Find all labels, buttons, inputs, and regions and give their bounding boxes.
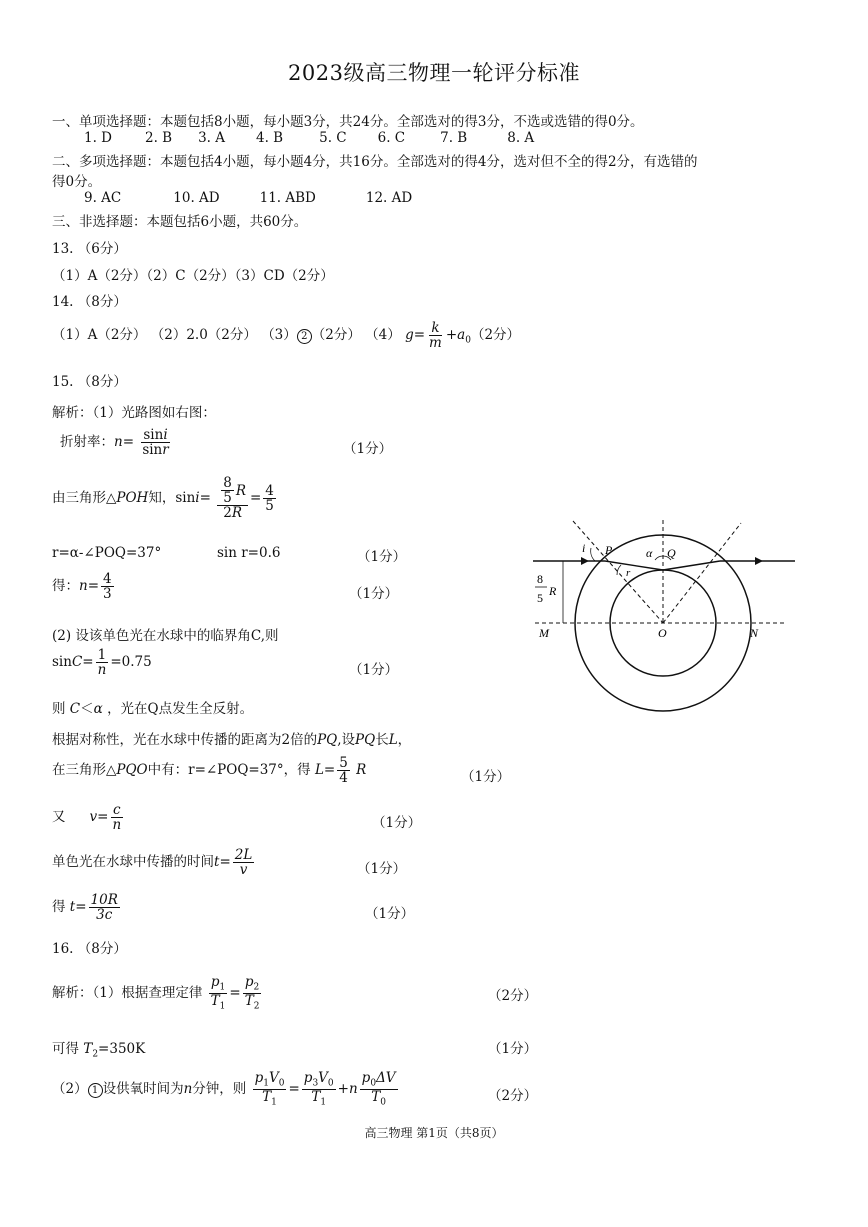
fraction-k-m bbox=[427, 321, 444, 350]
sub: 2 bbox=[253, 1001, 260, 1012]
q16-charles-law bbox=[52, 975, 263, 1012]
q13-head: 13. （6分） bbox=[52, 241, 127, 257]
var-n: n bbox=[114, 434, 123, 451]
page-title: 2023级高三物理一轮评分标准 bbox=[288, 61, 580, 85]
text: 根据对称性，光在水球中传播的距离为2倍的 bbox=[52, 732, 318, 748]
q15-score-8: （1分） bbox=[365, 906, 415, 922]
value: =0.75 bbox=[110, 654, 152, 671]
text: ,设 bbox=[337, 732, 356, 748]
answer-12: 12. AD bbox=[365, 190, 413, 206]
q16-T2-result bbox=[52, 1037, 145, 1060]
label-O: O bbox=[658, 626, 667, 640]
var-i: i bbox=[163, 427, 168, 443]
q16-score-3: （2分） bbox=[488, 1088, 538, 1104]
var-m: m bbox=[429, 335, 442, 351]
num: 5 bbox=[339, 755, 348, 771]
q15-head: 15. （8分） bbox=[52, 374, 127, 390]
var-alpha: α bbox=[93, 701, 103, 717]
answer-2: 2. B bbox=[145, 130, 173, 146]
arrow-icon bbox=[581, 557, 589, 565]
fraction-4-3 bbox=[101, 572, 114, 601]
var-T: T bbox=[83, 1041, 93, 1057]
answer-4: 4. B bbox=[256, 130, 284, 146]
label-R: R bbox=[549, 584, 557, 598]
fraction-compound bbox=[217, 476, 248, 521]
q15-time-result bbox=[52, 893, 122, 922]
equals: = bbox=[82, 654, 94, 671]
answer-10: 10. AD bbox=[173, 190, 220, 206]
plus: + bbox=[445, 327, 458, 343]
var-deltaV: ΔV bbox=[376, 1070, 396, 1086]
var-L: L bbox=[388, 732, 398, 748]
var-R: R bbox=[356, 762, 367, 779]
text: 由三角形△ bbox=[52, 489, 117, 506]
equals: = bbox=[75, 899, 87, 916]
text: 则 bbox=[52, 701, 66, 717]
var-p: p bbox=[303, 1070, 313, 1086]
q15-part2: (2) 设该单色光在水球中的临界角C,则 bbox=[52, 628, 279, 644]
sub: 1 bbox=[219, 1001, 226, 1012]
label-8: 8 bbox=[537, 572, 543, 586]
q14-part3-score: （2分） bbox=[311, 327, 361, 343]
text: 知，sin bbox=[148, 489, 196, 506]
fraction-p3V0-T1 bbox=[302, 1071, 336, 1108]
section2-header-line1: 二、多项选择题：本题包括4小题，每小题4分，共16分。全部选对的得4分，选对但不全的得2分，有选错的 bbox=[52, 154, 698, 170]
answer-3: 3. A bbox=[198, 130, 226, 146]
q15-time bbox=[52, 848, 256, 877]
fraction-p1-T1 bbox=[209, 975, 228, 1012]
circled-number: 2 bbox=[297, 329, 312, 344]
var-n: n bbox=[348, 1081, 358, 1098]
den: 3 bbox=[103, 586, 112, 603]
q14-part4-label: （4） bbox=[365, 327, 401, 343]
label-alpha: α bbox=[646, 546, 653, 560]
text: 长 bbox=[375, 732, 389, 748]
text: ，光在Q点发生全反射。 bbox=[107, 701, 254, 717]
num: 4 bbox=[103, 571, 112, 587]
fraction-1-n bbox=[96, 648, 109, 677]
text: 中有：r=∠POQ=37°，得 bbox=[147, 762, 311, 779]
q15-pqo bbox=[52, 756, 366, 785]
sub: 0 bbox=[370, 1078, 377, 1089]
sub: 1 bbox=[320, 1097, 327, 1108]
q14-part2: （2）2.0（2分） bbox=[150, 327, 257, 343]
angle-i-arc bbox=[591, 548, 595, 561]
text: ， bbox=[397, 732, 412, 748]
q16-score-2: （1分） bbox=[488, 1041, 538, 1057]
num: c bbox=[113, 802, 121, 818]
var-p: p bbox=[244, 974, 254, 990]
text: 可得 bbox=[52, 1041, 79, 1057]
var-R: R bbox=[235, 482, 246, 499]
text: 又 bbox=[52, 809, 66, 826]
equals: = bbox=[413, 327, 426, 343]
den: 5 bbox=[223, 490, 232, 507]
q15-score-3: （1分） bbox=[349, 586, 399, 602]
equals: = bbox=[249, 489, 262, 506]
var-T: T bbox=[244, 993, 254, 1010]
q15-score-6: （1分） bbox=[372, 815, 422, 831]
var-g: g bbox=[405, 327, 414, 343]
var-p: p bbox=[254, 1070, 264, 1086]
q15-symmetry bbox=[52, 728, 411, 748]
den: n bbox=[97, 662, 107, 679]
sub: 2 bbox=[92, 1049, 99, 1060]
den: 4 bbox=[339, 770, 348, 787]
label: 折射率： bbox=[60, 434, 114, 451]
num: 2L bbox=[234, 847, 253, 863]
equals: = bbox=[199, 489, 211, 506]
fraction-4-5 bbox=[263, 484, 276, 513]
sub: 1 bbox=[263, 1078, 269, 1089]
q15-n-result bbox=[52, 572, 116, 601]
q16-score-1: （2分） bbox=[488, 988, 538, 1004]
answer-8: 8. A bbox=[507, 130, 535, 146]
answer-9: 9. AC bbox=[84, 190, 122, 206]
normal-at-exit bbox=[663, 523, 741, 623]
var-C: C bbox=[71, 654, 83, 671]
equals: = bbox=[122, 434, 135, 451]
fraction-10R-3c bbox=[89, 893, 120, 922]
less-than: ＜ bbox=[80, 701, 94, 717]
var-T: T bbox=[210, 993, 220, 1010]
sub: 0 bbox=[278, 1078, 285, 1089]
label-5: 5 bbox=[537, 591, 543, 605]
text: 设供氧时间为 bbox=[102, 1081, 184, 1098]
var-t: t bbox=[214, 854, 220, 871]
equals: = bbox=[87, 578, 100, 595]
equals: = bbox=[288, 1081, 300, 1098]
label-Q: Q bbox=[667, 546, 676, 560]
var-p: p bbox=[210, 974, 220, 990]
q15-refraction-formula bbox=[60, 428, 173, 457]
equals: = bbox=[323, 762, 336, 779]
answer-11: 11. ABD bbox=[259, 190, 316, 206]
var-a: a bbox=[457, 327, 466, 343]
arrow-icon bbox=[755, 557, 763, 565]
label-r: r bbox=[626, 567, 631, 579]
sub: 0 bbox=[327, 1078, 334, 1089]
text: 得 bbox=[52, 899, 66, 916]
var-R: R bbox=[231, 505, 242, 522]
q15-velocity bbox=[52, 803, 125, 832]
q14-part4-score: （2分） bbox=[470, 327, 521, 343]
fraction-sini-sinr bbox=[140, 428, 170, 457]
angle-r-arc bbox=[617, 565, 621, 575]
equals: = bbox=[229, 985, 241, 1002]
q14-part3-label: （3） bbox=[261, 327, 297, 343]
q16-head: 16. （8分） bbox=[52, 941, 127, 957]
triangle-name: PQO bbox=[116, 762, 148, 779]
section2-answers bbox=[84, 190, 412, 206]
q15-score-4: （1分） bbox=[349, 662, 399, 678]
q15-score-2: （1分） bbox=[357, 549, 407, 565]
var-p: p bbox=[361, 1070, 371, 1086]
var-V: V bbox=[268, 1070, 279, 1086]
q14-part1: （1）A（2分） bbox=[52, 327, 147, 343]
var-r: r bbox=[162, 442, 169, 459]
value: =350K bbox=[98, 1041, 146, 1057]
fraction-p1V0-T1 bbox=[253, 1071, 287, 1108]
q15-intro: 解析：（1）光路图如右图： bbox=[52, 405, 216, 421]
text: 在三角形△ bbox=[52, 762, 117, 779]
equals: = bbox=[219, 854, 231, 871]
var-T: T bbox=[371, 1089, 381, 1106]
refracted-ray-2 bbox=[663, 561, 720, 570]
text: 解析：（1）根据查理定律 bbox=[52, 985, 203, 1002]
var-t: t bbox=[69, 899, 76, 916]
den: 3c bbox=[96, 907, 113, 924]
sin: sin bbox=[52, 654, 72, 671]
sub: 0 bbox=[380, 1097, 386, 1108]
answer-5: 5. C bbox=[319, 130, 347, 146]
var-v: v bbox=[89, 809, 98, 826]
num: 1 bbox=[97, 647, 107, 663]
q15-score-5: （1分） bbox=[461, 769, 511, 785]
sub: 3 bbox=[312, 1078, 319, 1089]
var-C: C bbox=[69, 701, 81, 717]
q15-critical-angle bbox=[52, 648, 152, 677]
num: 4 bbox=[265, 482, 274, 499]
text: 得： bbox=[52, 578, 79, 595]
num: 10R bbox=[90, 892, 118, 908]
den: n bbox=[112, 817, 122, 834]
q15-total-reflection bbox=[52, 697, 253, 717]
sub-0: 0 bbox=[465, 335, 471, 346]
section1-answers bbox=[84, 130, 534, 146]
text: 单色光在水球中传播的时间 bbox=[52, 854, 214, 871]
q15-score-1: （1分） bbox=[343, 441, 393, 457]
section3-header: 三、非选择题：本题包括6小题，共60分。 bbox=[52, 214, 308, 230]
var-L: L bbox=[314, 762, 324, 779]
text: 分钟，则 bbox=[192, 1081, 247, 1098]
fraction-p2-T2 bbox=[243, 975, 262, 1012]
var-V: V bbox=[318, 1070, 328, 1086]
fraction-8-5 bbox=[221, 476, 234, 505]
q15-score-7: （1分） bbox=[357, 861, 407, 877]
fraction-2L-v bbox=[233, 848, 255, 877]
var-n: n bbox=[183, 1081, 193, 1098]
q13-body: （1）A（2分）（2）C（2分）（3）CD（2分） bbox=[52, 268, 334, 284]
var-T: T bbox=[262, 1089, 272, 1106]
sub: 2 bbox=[253, 982, 260, 993]
label-i: i bbox=[582, 541, 586, 555]
fraction-c-n bbox=[110, 803, 123, 832]
section2-header-line2: 得0分。 bbox=[52, 174, 102, 190]
equals: = bbox=[97, 809, 109, 826]
triangle-name: POH bbox=[116, 489, 149, 506]
num-2: 2 bbox=[223, 505, 232, 522]
label-N: N bbox=[750, 626, 759, 640]
sin: sin bbox=[143, 427, 164, 443]
q15-r-line: r=α-∠POQ=37° bbox=[52, 545, 162, 561]
var-i: i bbox=[195, 489, 200, 506]
q14-head: 14. （8分） bbox=[52, 294, 127, 310]
page-footer: 高三物理 第1页（共8页） bbox=[364, 1126, 504, 1140]
q15-sinr-line: sin r=0.6 bbox=[217, 545, 281, 561]
fraction-5-4 bbox=[337, 756, 350, 785]
var-PQ: PQ bbox=[355, 732, 376, 748]
var-k: k bbox=[431, 319, 440, 336]
var-n: n bbox=[79, 578, 88, 595]
label: （2） bbox=[52, 1081, 88, 1098]
plus: + bbox=[337, 1081, 349, 1098]
answer-1: 1. D bbox=[84, 130, 112, 146]
den: 5 bbox=[265, 497, 274, 514]
sub: 1 bbox=[219, 982, 226, 993]
den: v bbox=[239, 862, 248, 879]
sub: 1 bbox=[271, 1097, 277, 1108]
refracted-ray-1 bbox=[605, 561, 663, 570]
circled-number: 1 bbox=[88, 1083, 103, 1098]
q16-part2 bbox=[52, 1071, 400, 1108]
var-T: T bbox=[311, 1089, 321, 1106]
light-path-diagram bbox=[525, 515, 805, 715]
q14-body bbox=[52, 317, 520, 359]
num: 8 bbox=[223, 475, 232, 491]
label-M: M bbox=[539, 626, 549, 640]
section1-header: 一、单项选择题：本题包括8小题，每小题3分，共24分。全部选对的得3分，不选或选错的得0分。 bbox=[52, 114, 644, 130]
fraction-p0dV-T0 bbox=[360, 1071, 398, 1108]
answer-6: 6. C bbox=[377, 130, 406, 146]
label-P: P bbox=[605, 543, 613, 557]
answer-7: 7. B bbox=[440, 130, 468, 146]
var-PQ: PQ bbox=[317, 732, 338, 748]
q15-triangle-formula bbox=[52, 476, 278, 521]
sin: sin bbox=[142, 442, 163, 459]
